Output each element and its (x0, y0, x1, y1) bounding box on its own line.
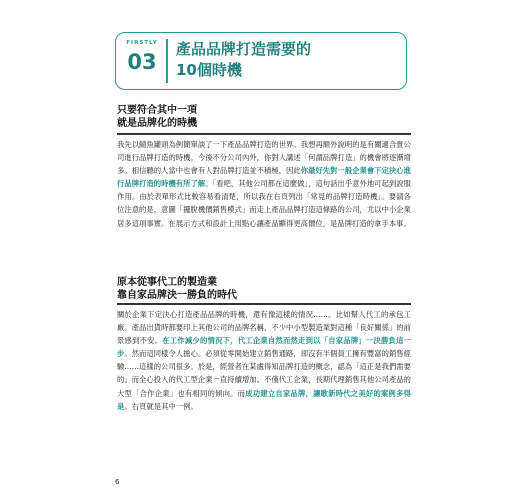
chapter-header-box (115, 32, 407, 90)
section2-paragraph (117, 308, 411, 413)
section1-heading-line2: 就是品牌化的時機 (117, 118, 197, 129)
section1-text-1: 我先以鯖魚罐頭為例簡單談了一下產品品牌打造的世界。我想再額外說明的是有關適合貴公司進行品牌打造的時機。今後不分公司內外，你對人講述「何謂品牌打造」的機會將逐漸增多。相信聽的人當中也會有人對品牌打造並不積極，因此 (117, 140, 411, 176)
section2-highlight-2: 成功建立自家品牌，讓歌新時代之美好的案例多得是 (117, 388, 411, 411)
section1-heading (117, 104, 197, 130)
section2-text-3: 。右頁就是其中一例。 (124, 401, 198, 411)
page-number: 6 (115, 478, 120, 486)
chapter-title-line1: 產品品牌打造需要的 (176, 40, 312, 58)
section2-text-1: 關於企業下定決心打造產品品牌的時機，還有像這樣的情況……。比如幫人代工的承包工廠。產品出貨時都要印上其他公司的品牌名稱，不少中小型製造業對這種「良好關係」的前景感到不安。 (117, 310, 411, 346)
chapter-label: FIRSTLY (126, 40, 158, 46)
section2-highlight-1: 在工作減少的情況下，代工企業自然而然走到以「自家品牌」一決勝負這一步 (117, 336, 411, 359)
section2-heading-line2: 靠自家品牌決一勝負的時代 (117, 290, 237, 301)
section1-heading-line1: 只要符合其中一項 (117, 105, 197, 116)
section1-highlight: 你最好先對一般企業會下定決心進行品牌打造的時機有所了解 (117, 166, 411, 189)
chapter-title (176, 39, 311, 81)
section2-heading-line1: 原本從事代工的製造業 (117, 277, 217, 288)
section1-rule (117, 133, 411, 135)
section2-heading (117, 276, 237, 302)
chapter-divider (166, 39, 168, 83)
section2-rule (117, 303, 411, 305)
chapter-number: 03 (127, 50, 157, 74)
chapter-title-line2: 10個時機 (176, 61, 242, 79)
section2-text-2: 。然而這同樣令人擔心。必須從零開始建立銷售通路，卻沒有半個員工擁有豐富的銷售經驗……這樣的公司很多。於是，經營者在某處得知品牌打造的概念，認為「這正是我們需要的」而全心投入的代工型企業一直持續增加。不僅代工企業，長期代理銷售其他公司產品的大型「合作企業」也有相同的傾向。而 (117, 349, 411, 398)
section1-paragraph (117, 138, 411, 230)
section1-text-2: 。「看吧，其他公司都在這麼做」，這句話出乎意外地可起到說服作用。由於表單形式比較容易看清楚，所以我在右頁列出「常見的品牌打造時機」。要請各位注意的是，意圖「擺脫機價銷售模式」而走上產品品牌打造這條路的公司，尤以中小企業居多這項事實。在展示方式和設計上用點心讓產品顯得更高價位，是品牌打造的拿手本事。 (117, 179, 411, 228)
